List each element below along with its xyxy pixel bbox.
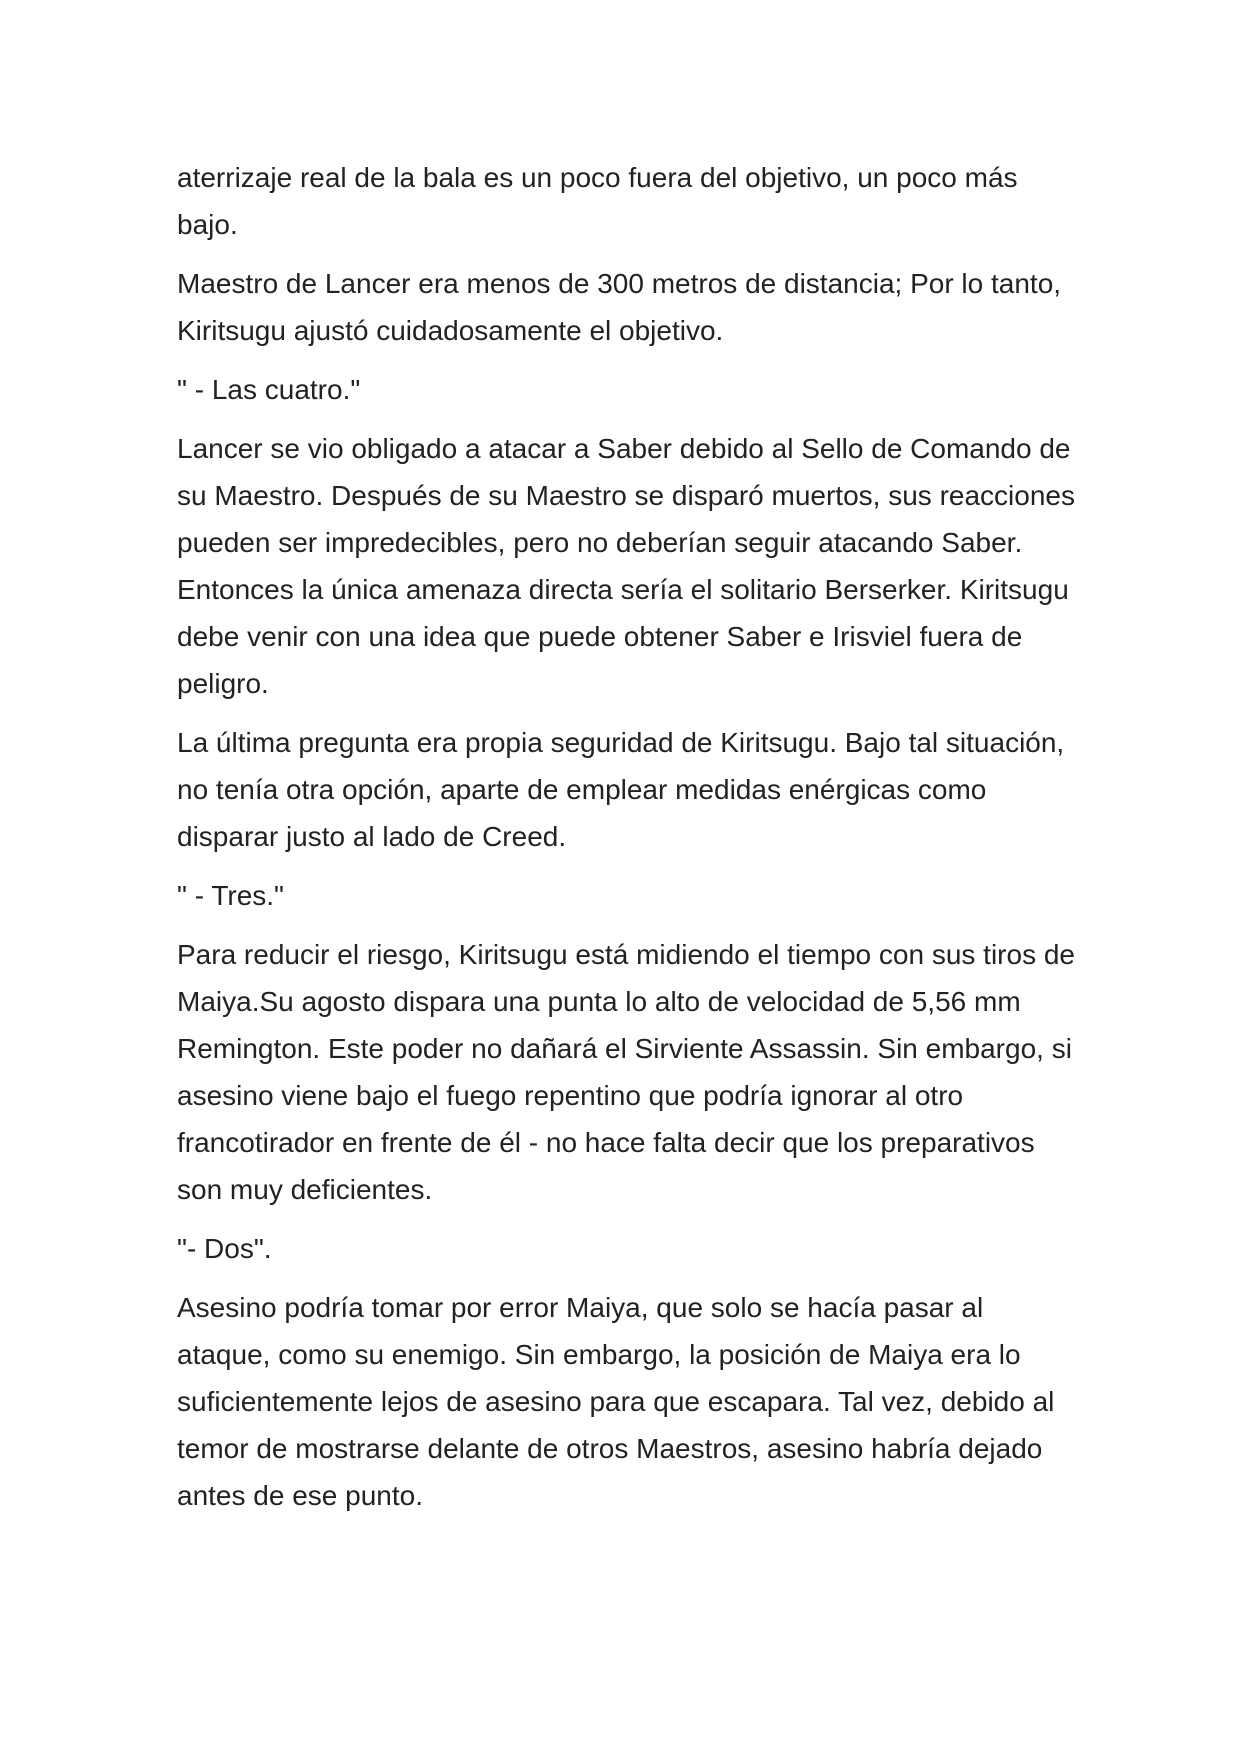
paragraph: aterrizaje real de la bala es un poco fuera del objetivo, un poco más bajo. <box>177 162 1018 240</box>
dialogue-line: " - Tres." <box>177 880 284 911</box>
paragraph: Maestro de Lancer era menos de 300 metros de distancia; Por lo tanto, Kiritsugu ajustó cuidadosamente el objetivo. <box>177 268 1062 346</box>
body-text <box>177 154 1077 1531</box>
paragraph: Lancer se vio obligado a atacar a Saber debido al Sello de Comando de su Maestro. Después de su Maestro se disparó muertos, sus reacciones pueden ser impredecibles, pero no deberían seguir atacando Saber. Entonces la única amenaza directa sería el solitario Berserker. Kiritsugu debe venir con una idea que puede obtener Saber e Irisviel fuera de peligro. <box>177 433 1075 699</box>
paragraph: Para reducir el riesgo, Kiritsugu está midiendo el tiempo con sus tiros de Maiya.Su agosto dispara una punta lo alto de velocidad de 5,56 mm Remington. Este poder no dañará el Sirviente Assassin. Sin embargo, si asesino viene bajo el fuego repentino que podría ignorar al otro francotirador en frente de él - no hace falta decir que los preparativos son muy deficientes. <box>177 939 1075 1205</box>
dialogue-line: "- Dos". <box>177 1233 272 1264</box>
dialogue-line: " - Las cuatro." <box>177 374 361 405</box>
paragraph: La última pregunta era propia seguridad de Kiritsugu. Bajo tal situación, no tenía otra opción, aparte de emplear medidas enérgicas como disparar justo al lado de Creed. <box>177 727 1065 852</box>
paragraph: Asesino podría tomar por error Maiya, que solo se hacía pasar al ataque, como su enemigo. Sin embargo, la posición de Maiya era lo suficientemente lejos de asesino para que escapara. Tal vez, debido al temor de mostrarse delante de otros Maestros, asesino habría dejado antes de ese punto. <box>177 1292 1055 1511</box>
